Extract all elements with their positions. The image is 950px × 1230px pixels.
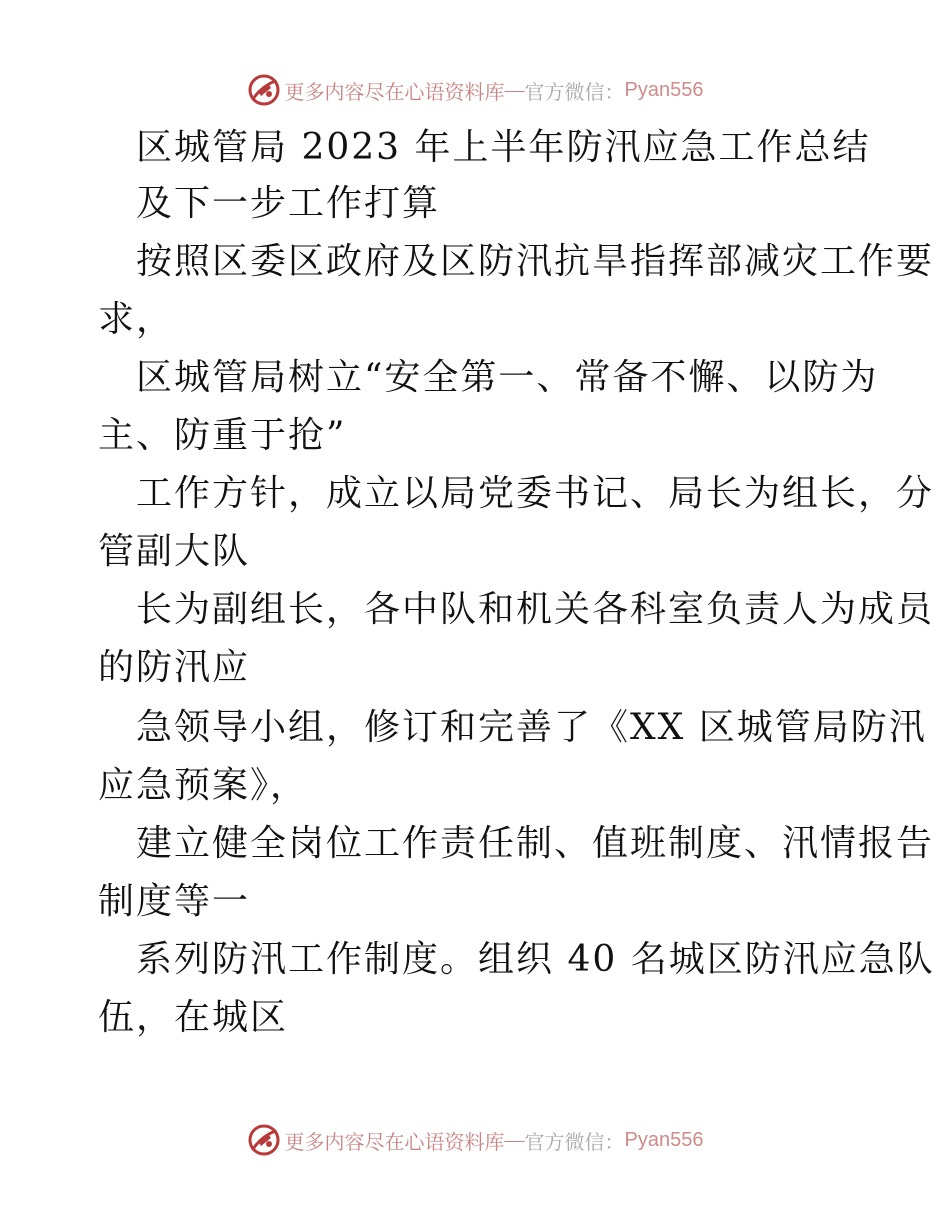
doc-title-line-2: 及下一步工作打算: [136, 183, 441, 224]
doc-line: 求，: [98, 299, 175, 340]
doc-title-line-1: 区城管局 2023 年上半年防汛应急工作总结: [136, 127, 871, 168]
doc-line: 工作方针，成立以局党委书记、局长为组长，分: [136, 473, 935, 514]
doc-line: 管副大队: [98, 531, 251, 572]
doc-line: 建立健全岗位工作责任制、值班制度、汛情报告: [136, 823, 935, 864]
doc-line: 应急预案》，: [98, 765, 309, 806]
brand-text: 更多内容尽在心语资料库: [284, 79, 505, 104]
footer-watermark: [0, 1120, 950, 1160]
brand-logo-icon: [247, 73, 281, 107]
brand-separator: —: [504, 1128, 525, 1151]
doc-line: 主、防重于抢”: [98, 415, 347, 456]
wechat-id: Pyan556: [624, 1128, 704, 1151]
doc-line: 系列防汛工作制度。组织 40 名城区防汛应急队: [136, 939, 935, 980]
brand-text: 更多内容尽在心语资料库: [284, 1129, 505, 1154]
doc-line: 按照区委区政府及区防汛抗旱指挥部减灾工作要: [136, 241, 935, 282]
brand-logo-icon: [247, 1123, 281, 1157]
brand-separator: —: [504, 78, 525, 101]
doc-line: 的防汛应: [98, 647, 251, 688]
doc-line: 制度等一: [98, 881, 251, 922]
doc-line: 区城管局树立“安全第一、常备不懈、以防为: [136, 357, 879, 398]
header-watermark: [0, 70, 950, 110]
wechat-label: 官方微信：: [524, 1129, 625, 1154]
doc-line: 长为副组长，各中队和机关各科室负责人为成员: [136, 589, 935, 630]
doc-line: 急领导小组，修订和完善了《XX 区城管局防汛: [136, 707, 927, 748]
wechat-label: 官方微信：: [524, 79, 625, 104]
wechat-id: Pyan556: [624, 78, 704, 101]
doc-line: 伍，在城区: [98, 997, 289, 1038]
